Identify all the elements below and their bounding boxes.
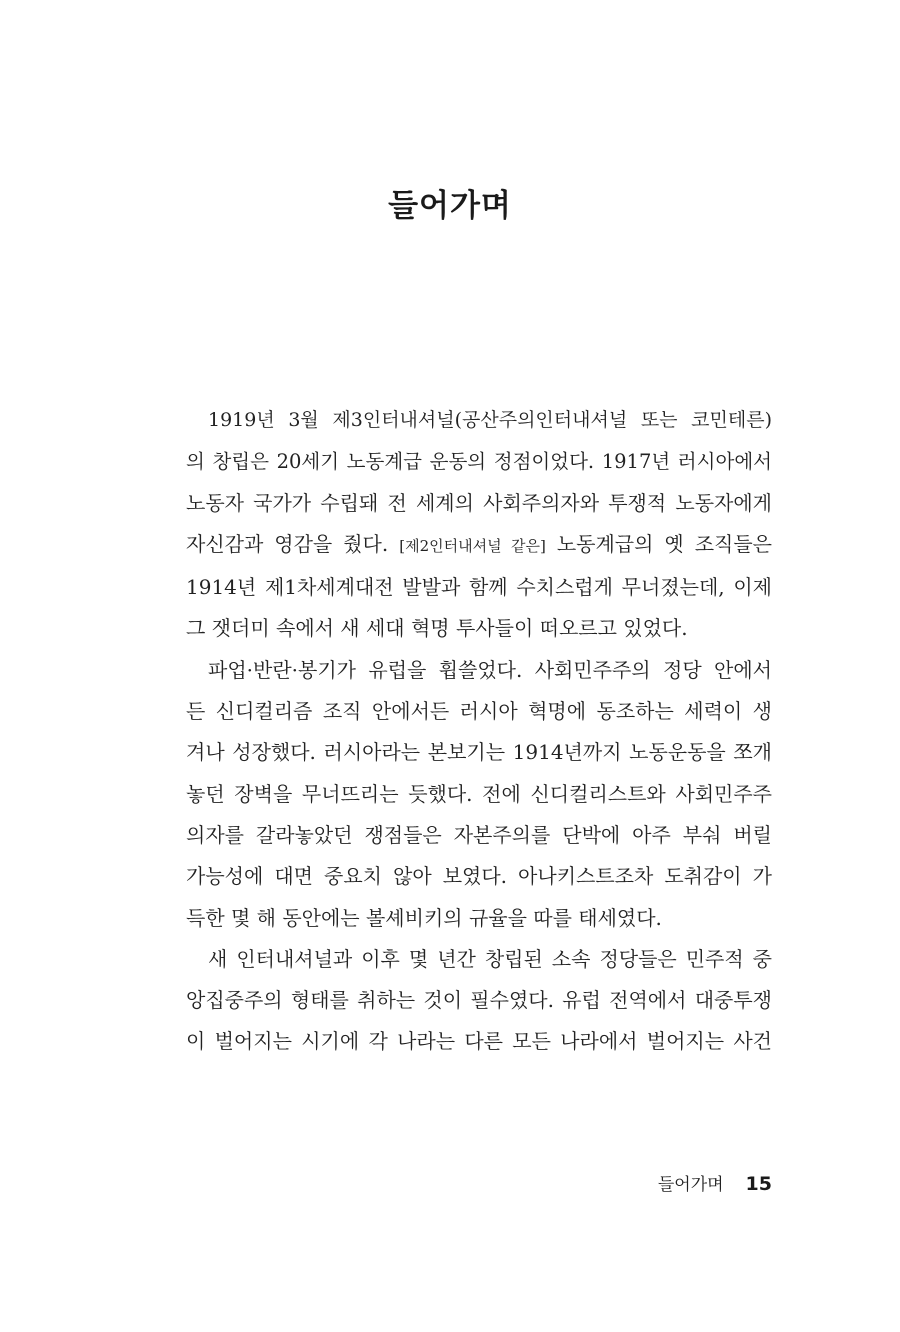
text-segment: 노동계급의 옛 조직들은 [556, 531, 773, 556]
text-line: 의 창립은 20세기 노동계급 운동의 정점이었다. 1917년 러시아에서 [186, 450, 772, 474]
inline-editor-note: [제2인터내셔널 같은] [399, 536, 546, 555]
text-line: 겨나 성장했다. 러시아라는 본보기는 1914년까지 노동운동을 쪼개 [186, 740, 772, 765]
footer-section-title: 들어가며 [657, 1175, 724, 1195]
text-line: 의자를 갈라놓았던 쟁점들은 자본주의를 단박에 아주 부숴 버릴 [186, 822, 772, 847]
running-footer [658, 1170, 772, 1195]
text-line: 노동자 국가가 수립돼 전 세계의 사회주의자와 투쟁적 노동자에게 [186, 490, 772, 515]
text-line: 1914년 제1차세계대전 발발과 함께 수치스럽게 무너졌는데, 이제 [186, 575, 772, 600]
text-line: 가능성에 대면 중요치 않아 보였다. 아나키스트조차 도취감이 가 [186, 864, 772, 889]
paragraph [186, 939, 772, 1063]
text-line: 득한 몇 해 동안에는 볼셰비키의 규율을 따를 태세였다. [186, 905, 662, 930]
text-line-with-note [186, 524, 772, 567]
paragraph [186, 650, 772, 939]
body-text [186, 400, 772, 1063]
text-line: 1919년 3월 제3인터내셔널(공산주의인터내셔널 또는 코민테른) [208, 409, 772, 431]
text-line: 파업·반란·봉기가 유럽을 휩쓸었다. 사회민주주의 정당 안에서 [208, 657, 772, 682]
text-line: 이 벌어지는 시기에 각 나라는 다른 모든 나라에서 벌어지는 사건 [186, 1029, 772, 1054]
page-number: 15 [745, 1173, 772, 1195]
text-line: 놓던 장벽을 무너뜨리는 듯했다. 전에 신디컬리스트와 사회민주주 [186, 781, 772, 806]
page-title: 들어가며 [388, 188, 512, 224]
paragraph [186, 400, 772, 650]
text-line: 든 신디컬리즘 조직 안에서든 러시아 혁명에 동조하는 세력이 생 [186, 699, 772, 724]
text-line: 그 잿더미 속에서 새 세대 혁명 투사들이 떠오르고 있었다. [186, 616, 688, 641]
text-segment: 자신감과 영감을 줬다. [186, 531, 389, 556]
text-line: 앙집중주의 형태를 취하는 것이 필수였다. 유럽 전역에서 대중투쟁 [186, 988, 772, 1013]
text-line: 새 인터내셔널과 이후 몇 년간 창립된 소속 정당들은 민주적 중 [208, 946, 772, 971]
